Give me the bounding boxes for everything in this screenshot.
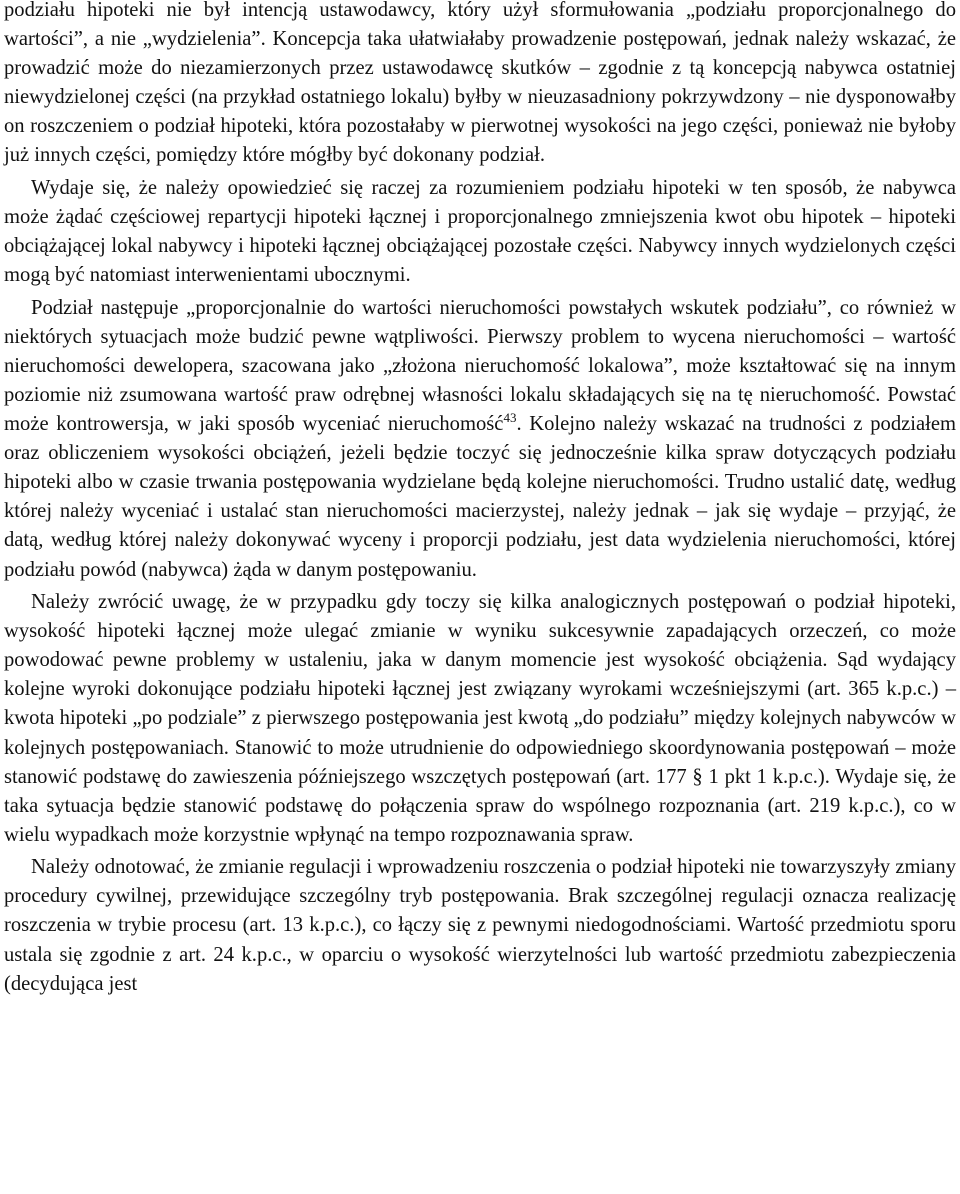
document-page bbox=[4, 0, 956, 1002]
footnote-reference: 43 bbox=[503, 410, 517, 426]
paragraph-1: podziału hipoteki nie był intencją ustawodawcy, który użył sformułowania „podziału proporcjonalnego do wartości”, a nie „wydzielenia”. Koncepcja taka ułatwiałaby prowadzenie postępowań, jednak należy wskazać, że prowadzić może do niezamierzonych przez ustawodawcę skutków – zgodnie z tą koncepcją nabywca ostatniej niewydzielonej części (na przykład ostatniego lokalu) byłby w nieuzasadniony pokrzywdzony – nie dysponowałby on roszczeniem o podział hipoteki, która pozostałaby w pierwotnej wysokości na jego części, ponieważ nie byłoby już innych części, pomiędzy które mógłby być dokonany podział. bbox=[4, 0, 956, 167]
paragraph-2: Wydaje się, że należy opowiedzieć się raczej za rozumieniem podziału hipoteki w ten sposób, że nabywca może żądać częściowej repartycji hipoteki łącznej i proporcjonalnego zmniejszenia kwot obu hipotek – hipoteki obciążającej lokal nabywcy i hipoteki łącznej obciążającej pozostałe części. Nabywcy innych wydzielonych części mogą być natomiast interwenientami ubocznymi. bbox=[4, 176, 956, 287]
paragraph-3-text-after-footnote: . Kolejno należy wskazać na trudności z podziałem oraz obliczeniem wysokości obciążeń, jeżeli będzie toczyć się jednocześnie kilka spraw dotyczących podziału hipoteki albo w czasie trwania postępowania wydzielane będą kolejne nieruchomości. Trudno ustalić datę, według której należy wyceniać i ustalać stan nieruchomości macierzystej, należy jednak – jak się wydaje – przyjąć, że datą, według której należy dokonywać wyceny i proporcji podziału, jest data wydzielenia nieruchomości, której podziału powód (nabywca) żąda w danym postępowaniu. bbox=[4, 413, 956, 581]
paragraph-3 bbox=[4, 294, 956, 585]
paragraph-4: Należy zwrócić uwagę, że w przypadku gdy toczy się kilka analogicznych postępowań o podział hipoteki, wysokość hipoteki łącznej może ulegać zmianie w wyniku sukcesywnie zapadających orzeczeń, co może powodować pewne problemy w ustaleniu, jaka w danym momencie jest wysokość obciążenia. Sąd wydający kolejne wyroki dokonujące podziału hipoteki łącznej jest związany wyrokami wcześniejszymi (art. 365 k.p.c.) – kwota hipoteki „po podziale” z pierwszego postępowania jest kwotą „do podziału” między kolejnych nabywców w kolejnych postępowaniach. Stanowić to może utrudnienie do odpowiedniego skoordynowania postępowań – może stanowić podstawę do zawieszenia późniejszego wszczętych postępowań (art. 177 § 1 pkt 1 k.p.c.). Wydaje się, że taka sytuacja będzie stanowić podstawę do połączenia spraw do wspólnego rozpoznania (art. 219 k.p.c.), co w wielu wypadkach może korzystnie wpłynąć na tempo rozpoznawania spraw. bbox=[4, 591, 956, 846]
paragraph-5: Należy odnotować, że zmianie regulacji i wprowadzeniu roszczenia o podział hipoteki nie towarzyszyły zmiany procedury cywilnej, przewidujące szczególny tryb postępowania. Brak szczególnej regulacji oznacza realizację roszczenia w trybie procesu (art. 13 k.p.c.), co łączy się z pewnymi niedogodnościami. Wartość przedmiotu sporu ustala się zgodnie z art. 24 k.p.c., w oparciu o wysokość wierzytelności lub wartość przedmiotu zabezpieczenia (decydująca jest bbox=[4, 856, 956, 995]
paragraph-3-text-before-footnote: Podział następuje „proporcjonalnie do wartości nieruchomości powstałych wskutek podziału”, co również w niektórych sytuacjach może budzić pewne wątpliwości. Pierwszy problem to wycena nieruchomości – wartość nieruchomości dewelopera, szacowana jako „złożona nieruchomość lokalowa”, może kształtować się na innym poziomie niż zsumowana wartość praw odrębnej własności lokalu składających się na tę nieruchomość. Powstać może kontrowersja, w jaki sposób wyceniać nieruchomość bbox=[4, 296, 956, 436]
